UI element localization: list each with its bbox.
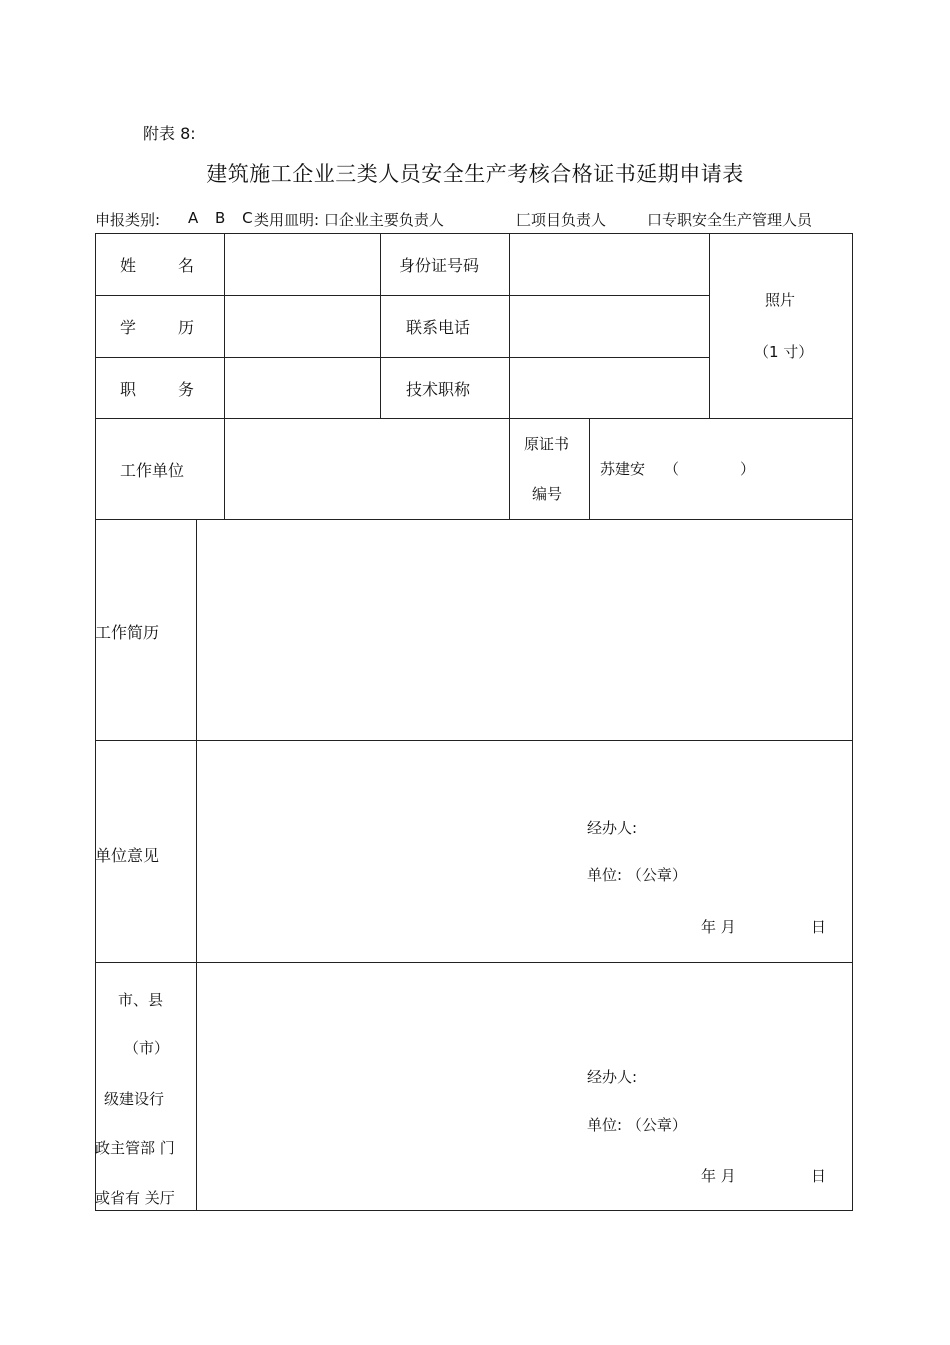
authority-year-month-label: 年 月	[701, 1167, 736, 1185]
authority-line-1: 市、县	[118, 991, 164, 1009]
category-option-c: 口专职安全生产管理人员	[647, 211, 813, 229]
name-label-1: 姓	[120, 256, 137, 275]
position-label-2: 务	[178, 380, 195, 399]
col-divider	[196, 519, 197, 1211]
col-divider	[589, 418, 590, 519]
col-divider	[709, 233, 710, 419]
id-number-label: 身份证号码	[399, 256, 480, 275]
handler-label: 经办人:	[587, 819, 638, 837]
cert-close-paren: ）	[740, 460, 756, 478]
row-divider	[95, 357, 709, 358]
phone-label: 联系电话	[406, 318, 471, 337]
row-divider	[95, 418, 853, 419]
photo-label: 照片	[765, 291, 796, 309]
authority-line-5: 或省有 关厅	[95, 1189, 175, 1207]
category-label: 申报类别:	[95, 211, 161, 229]
authority-line-2: （市）	[124, 1039, 170, 1057]
row-divider	[95, 295, 709, 296]
tech-title-label: 技术职称	[406, 380, 471, 399]
form-title: 建筑施工企业三类人员安全生产考核合格证书延期申请表	[206, 162, 744, 186]
day-label: 日	[811, 918, 827, 936]
table-border-bottom	[95, 1210, 853, 1211]
row-divider	[95, 962, 853, 963]
authority-handler-label: 经办人:	[587, 1068, 638, 1086]
cert-label-1: 原证书	[524, 435, 570, 453]
year-month-label: 年 月	[701, 918, 736, 936]
photo-size: （1 寸）	[754, 343, 814, 361]
seal-label: 单位: （公章）	[587, 866, 687, 884]
cert-prefix: 苏建安	[600, 460, 646, 478]
position-label-1: 职	[120, 380, 137, 399]
cert-label-2: 编号	[532, 485, 563, 503]
col-divider	[224, 233, 225, 519]
authority-line-3: 级建设行	[104, 1090, 165, 1108]
category-note: 类用皿明: 口企业主要负责人	[254, 211, 444, 229]
appendix-label: 附表 8:	[143, 124, 196, 143]
education-label-2: 历	[178, 318, 195, 337]
table-border-left	[95, 233, 96, 1211]
cert-open-paren: （	[664, 460, 680, 478]
row-divider	[95, 740, 853, 741]
col-divider	[509, 233, 510, 519]
table-border-top	[95, 233, 853, 234]
table-border-right	[852, 233, 853, 1211]
employer-label: 工作单位	[120, 461, 185, 480]
resume-label: 工作简历	[95, 623, 160, 642]
col-divider	[380, 233, 381, 419]
unit-opinion-label: 单位意见	[95, 846, 160, 865]
authority-day-label: 日	[811, 1167, 827, 1185]
education-label-1: 学	[120, 318, 137, 337]
name-label-2: 名	[178, 256, 195, 275]
authority-seal-label: 单位: （公章）	[587, 1116, 687, 1134]
category-options: A B C	[188, 209, 259, 227]
authority-line-4: 政主管部 门	[95, 1139, 175, 1157]
row-divider	[95, 519, 853, 520]
category-option-b: 匚项目负责人	[516, 211, 607, 229]
